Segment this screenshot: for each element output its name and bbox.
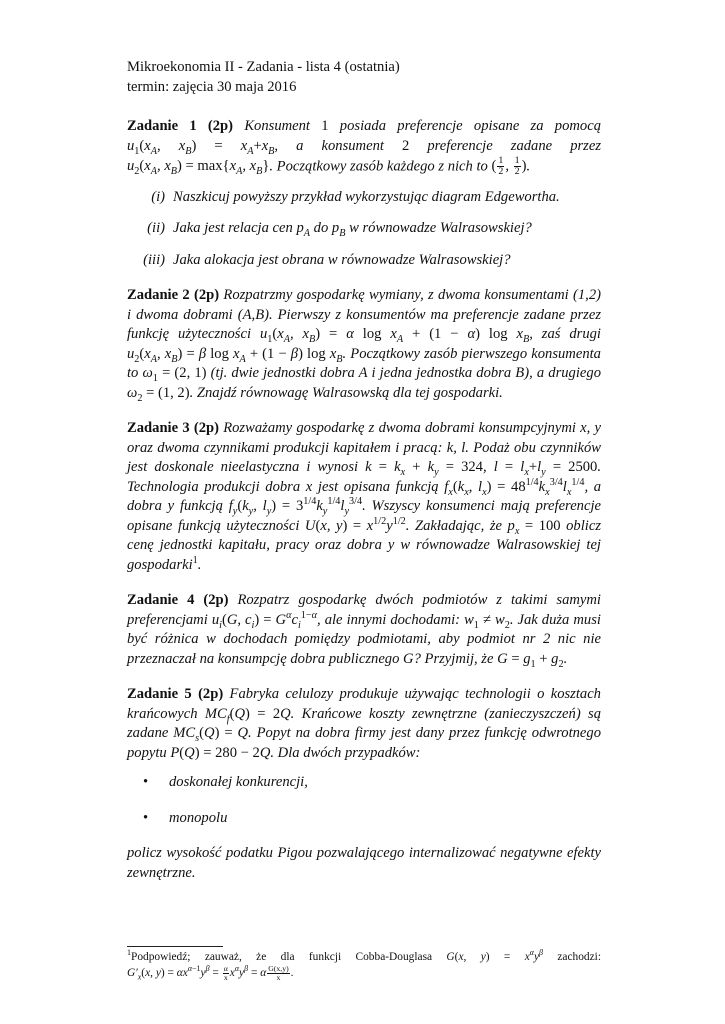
task-1-question-1 xyxy=(127,188,601,208)
task-5-label: Zadanie 5 (2p) xyxy=(127,686,224,703)
task-1-question-3 xyxy=(127,251,601,271)
case-text: monopolu xyxy=(169,809,228,826)
task-1-question-2 xyxy=(127,219,601,239)
question-text: Jaka jest relacja cen $p_A$ do $p_B$ w równowadze Walrasowskiej? xyxy=(173,220,532,240)
task-1-questions xyxy=(127,188,601,271)
document-header xyxy=(127,58,601,97)
task-5-closing: policz wysokość podatku Pigou pozwalającego internalizować negatywne efekty zewnętrzne. xyxy=(127,845,601,881)
task-2-label: Zadanie 2 (2p) xyxy=(127,287,220,304)
task-5-case-1 xyxy=(127,773,601,793)
task-5-text: Fabryka celulozy produkuje używając technologii o kosztach krańcowych $MC_f(Q) = 2Q$. Krańcowe koszty zewnętrzne (zanieczyszczeń) są zadane $MC_s(Q) = Q$. Popyt na dobra firmy jest dany przez funkcję odwrotnego popytu P(Q) = 280 − 2Q. Dla dwóch przypadków: xyxy=(127,686,602,761)
question-label: (iii) xyxy=(143,251,165,268)
task-3 xyxy=(127,419,601,575)
bullet-icon: • xyxy=(143,774,149,791)
task-2-text: Rozpatrzmy gospodarkę wymiany, z dwoma konsumentami (1,2) i dwoma dobrami (A,B). Pierwszy z konsumentów ma preferencje zadane przez funkcję użyteczności $u_1(x_A$, $x_B) = \alpha$ $\log x_A + (1 - \alpha)$ $\log x_B$, zaś drugi $u_2(x_A$, $x_B) = \beta$ $\log x_A + (1 - \beta)$ $\log x_B$. Początkowy zasób pierwszego konsumenta to $\omega_1 = (2$, 1) (tj. dwie jednostki dobra A i jedna jednostka dobra B), a drugiego $\omega_2 = (1$, 2). Znajdź równowagę Walrasowską dla tej gospodarki. xyxy=(127,287,601,404)
footnote xyxy=(127,949,601,982)
task-5-cases xyxy=(127,773,601,828)
task-5 xyxy=(127,685,601,883)
task-1-text: Konsument 1 posiada preferencje opisane za pomocą $u_1(x_A$, $x_B) = x_A+x_B$, a konsument 2 preferencje zadane przez $u_2(x_A$, $x_B) = \max\{x_A$, $x_B$}. Początkowy zasób każdego z nich to ( $\frac{1}{2}$ , $\frac{1}{2}$ ). xyxy=(127,118,602,178)
question-text: Naszkicuj powyższy przykład wykorzystując diagram Edgewortha. xyxy=(173,188,560,205)
task-4-label: Zadanie 4 (2p) xyxy=(127,592,229,609)
task-3-label: Zadanie 3 (2p) xyxy=(127,420,219,437)
task-1-label: Zadanie 1 (2p) xyxy=(127,118,234,134)
document-title: Mikroekonomia II - Zadania - lista 4 (ostatnia) xyxy=(127,59,400,75)
footnote-divider xyxy=(127,946,223,947)
document-page xyxy=(127,58,601,899)
question-label: (ii) xyxy=(147,220,165,237)
task-3-text: Rozważamy gospodarkę z dwoma dobrami konsumpcyjnymi x, y oraz dwoma czynnikami produkcji kapitałem i pracą: k, l. Podaż obu czynników jest doskonale nieelastyczna i wynosi $k = k_x + k_y = 324$, $l = l_x+l_y = 2500$. Technologia produkcji dobra x jest opisana funkcją $f_x(k_x$, $l_x) = 48^{1/4}k_x^{3/4}l_x^{1/4}$, a dobra y funkcją $f_y(k_y$, $l_y) = 3^{1/4}k_y^{1/4}l_y^{3/4}$. Wszyscy konsumenci mają preferencje opisane funkcją użyteczności U(x, $y) = x^{1/2}y^{1/2}$. Zakładając, że $p_x = 100$ oblicz cenę jednostki kapitału, pracy oraz dobra y w równowadze Walrasowskiej tej gospodarki$^1$. xyxy=(127,420,602,573)
footnote-text: Podpowiedź; zauważ, że dla funkcji Cobba-Douglasa G(x, $y) = x^\alpha y^\beta$ zachodzi: $G'_x(x$, $y) = \alpha x^{\alpha-1}y^\beta$ = $\frac{\alpha}{x}$ $x^\alpha y^\beta = \alpha$ $\frac{G(x,y)}{x}$ . xyxy=(127,948,601,983)
task-1 xyxy=(127,117,601,270)
question-label: (i) xyxy=(151,188,165,205)
question-text: Jaka alokacja jest obrana w równowadze Walrasowskiej? xyxy=(173,251,511,268)
document-deadline: termin: zajęcia 30 maja 2016 xyxy=(127,78,297,95)
task-2 xyxy=(127,286,601,403)
footnote-mark: 1 xyxy=(127,948,131,958)
task-5-case-2 xyxy=(127,809,601,829)
bullet-icon: • xyxy=(143,809,149,826)
case-text: doskonałej konkurencji, xyxy=(169,774,308,791)
task-4-text: Rozpatrz gospodarkę dwóch podmiotów z takimi samymi preferencjami $u_i(G$, $c_i) = G^\alpha c_i^{1-\alpha}$, ale innymi dochodami: $w_1 \ne w_2$. Jak duża musi być różnica w dochodach pomiędzy podmiotami, aby podmiot nr 2 nic nie przeznaczał na konsumpcję dobra publicznego G? Przyjmij, że $G = g_1 + g_2$. xyxy=(127,592,601,670)
task-4 xyxy=(127,591,601,669)
